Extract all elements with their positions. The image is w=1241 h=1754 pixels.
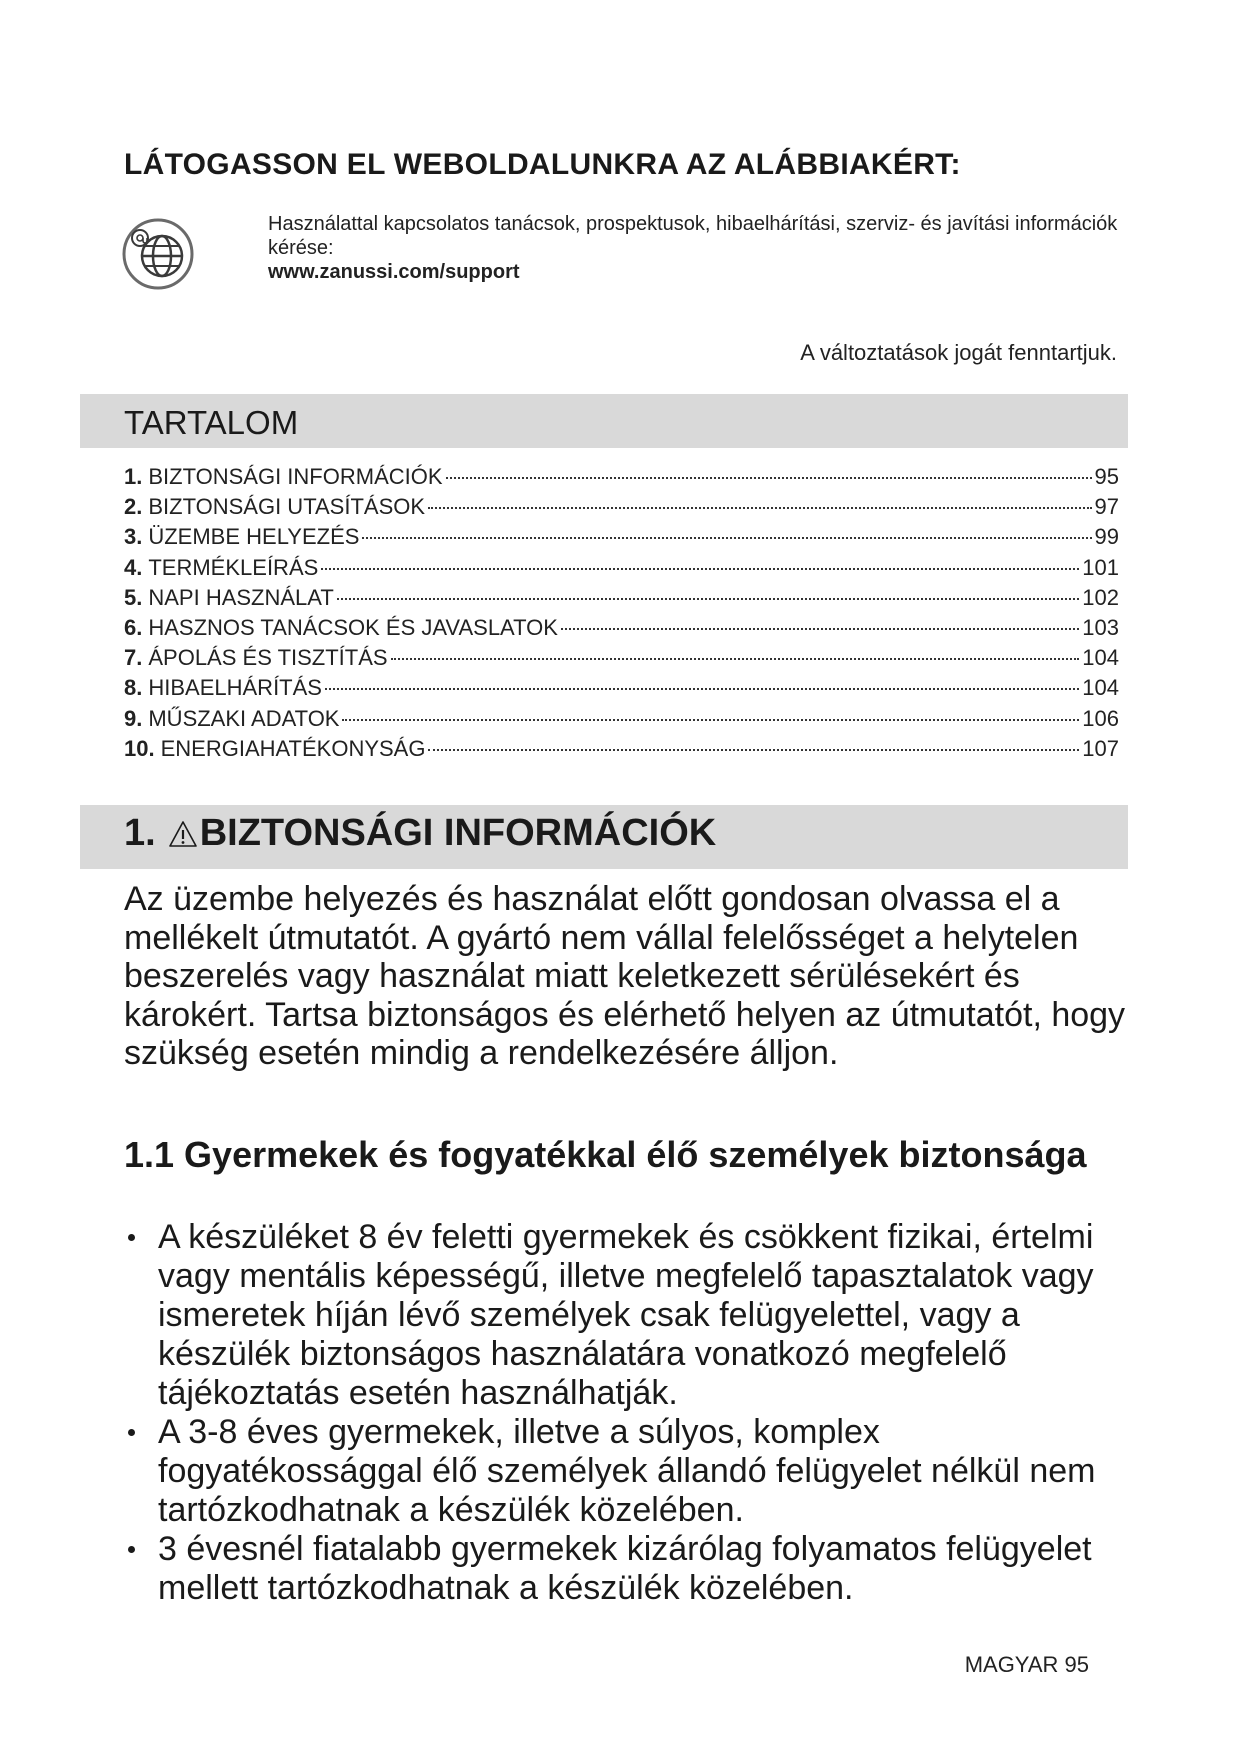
warning-triangle-icon <box>168 820 198 848</box>
toc-item[interactable] <box>124 736 1119 766</box>
toc-item[interactable] <box>124 645 1119 675</box>
toc-item-page: 101 <box>1082 554 1119 580</box>
toc-item[interactable] <box>124 494 1119 524</box>
toc-item-number: 2. <box>124 494 143 520</box>
toc-title: TARTALOM <box>124 404 299 441</box>
toc-leader-dots <box>561 628 1079 630</box>
toc-leader-dots <box>342 719 1079 721</box>
toc-item-page: 106 <box>1082 705 1119 731</box>
bullet-text: 3 évesnél fiatalabb gyermekek kizárólag folyamatos felügyelet mellett tartózkodhatnak a készülék közelében. <box>158 1530 1092 1607</box>
toc-item-label: BIZTONSÁGI INFORMÁCIÓK <box>148 464 443 489</box>
bullet-dot <box>128 1234 135 1241</box>
toc-item[interactable] <box>124 675 1119 705</box>
toc-item-page: 99 <box>1094 524 1119 550</box>
bullet-text: A 3-8 éves gyermekek, illetve a súlyos, komplex fogyatékossággal élő személyek állandó felügyelet nélkül nem tartózkodhatnak a készülék közelében. <box>158 1413 1096 1529</box>
bullet-dot <box>128 1429 135 1436</box>
toc-item[interactable] <box>124 555 1119 585</box>
toc-item-label: NAPI HASZNÁLAT <box>148 584 334 610</box>
rights-notice: A változtatások jogát fenntartjuk. <box>800 340 1117 365</box>
toc-item[interactable] <box>124 524 1119 554</box>
toc-item-label: HASZNOS TANÁCSOK ÉS JAVASLATOK <box>148 614 558 640</box>
page-footer: MAGYAR 95 <box>964 1652 1089 1677</box>
bullet-item <box>124 1413 1134 1530</box>
toc-leader-dots <box>428 749 1079 751</box>
toc-item-number: 10. <box>124 735 155 761</box>
section-title-text: BIZTONSÁGI INFORMÁCIÓK <box>199 812 717 854</box>
toc-item-number: 7. <box>124 645 143 671</box>
toc-item-number: 8. <box>124 675 143 701</box>
toc-leader-dots <box>325 688 1079 690</box>
toc-item-label: ÁPOLÁS ÉS TISZTÍTÁS <box>148 645 388 671</box>
toc-leader-dots <box>446 477 1092 479</box>
table-of-contents <box>124 464 1119 766</box>
bullet-item <box>124 1530 1134 1608</box>
toc-item-page: 97 <box>1094 494 1119 520</box>
toc-item-number: 5. <box>124 584 143 610</box>
toc-item[interactable] <box>124 585 1119 615</box>
toc-item-number: 9. <box>124 705 143 731</box>
toc-item-number: 6. <box>124 614 143 640</box>
toc-item-label: HIBAELHÁRÍTÁS <box>148 675 322 701</box>
website-heading: LÁTOGASSON EL WEBOLDALUNKRA AZ ALÁBBIAKÉRT: <box>124 148 961 181</box>
toc-item-label: ÜZEMBE HELYEZÉS <box>148 524 360 550</box>
toc-leader-dots <box>428 507 1091 509</box>
toc-item-page: 102 <box>1082 584 1119 610</box>
subsection-title: 1.1 Gyermekek és fogyatékkal élő személyek biztonsága <box>124 1134 1087 1175</box>
support-description: Használattal kapcsolatos tanácsok, prospektusok, hibaelhárítási, szerviz- és javítási információk kérése: <box>268 213 1118 259</box>
bullet-item <box>124 1218 1134 1413</box>
toc-item-number: 3. <box>124 524 143 550</box>
toc-leader-dots <box>362 537 1091 539</box>
toc-item-number: 1. <box>124 464 143 489</box>
toc-item-label: MŰSZAKI ADATOK <box>148 705 340 731</box>
bullet-text: A készüléket 8 év feletti gyermekek és csökkent fizikai, értelmi vagy mentális képességű, illetve megfelelő tapasztalatok vagy ismeretek híján lévő személyek csak felügyelettel, vagy a készülék biztonságos használatára vonatkozó megfelelő tájékoztatás esetén használhatják. <box>158 1218 1094 1412</box>
toc-leader-dots <box>391 658 1080 660</box>
toc-item[interactable] <box>124 615 1119 645</box>
support-info <box>268 212 1128 284</box>
toc-item-label: TERMÉKLEÍRÁS <box>148 554 319 580</box>
toc-item[interactable] <box>124 706 1119 736</box>
toc-item-label: BIZTONSÁGI UTASÍTÁSOK <box>148 494 426 520</box>
toc-item-page: 104 <box>1082 675 1119 701</box>
support-url-link[interactable]: www.zanussi.com/support <box>268 261 520 283</box>
toc-leader-dots <box>321 568 1079 570</box>
toc-item[interactable] <box>124 464 1119 494</box>
section-title <box>124 812 716 855</box>
section-number: 1. <box>124 812 156 854</box>
globe-at-icon <box>120 214 200 294</box>
toc-item-page: 107 <box>1082 735 1119 761</box>
bullet-dot <box>128 1546 135 1553</box>
bullet-list <box>124 1218 1134 1608</box>
section-intro-paragraph: Az üzembe helyezés és használat előtt gondosan olvassa el a mellékelt útmutatót. A gyártó nem vállal felelősséget a helytelen beszerelés vagy használat miatt keletkezett sérülésekért és károkért. Tartsa biztonságos és elérhető helyen az útmutatót, hogy szükség esetén mindig a rendelkezésére álljon. <box>124 880 1126 1072</box>
toc-item-page: 95 <box>1094 464 1119 489</box>
toc-leader-dots <box>337 598 1080 600</box>
toc-item-number: 4. <box>124 554 143 580</box>
toc-item-page: 104 <box>1082 645 1119 671</box>
toc-item-label: ENERGIAHATÉKONYSÁG <box>160 735 426 761</box>
toc-item-page: 103 <box>1082 614 1119 640</box>
